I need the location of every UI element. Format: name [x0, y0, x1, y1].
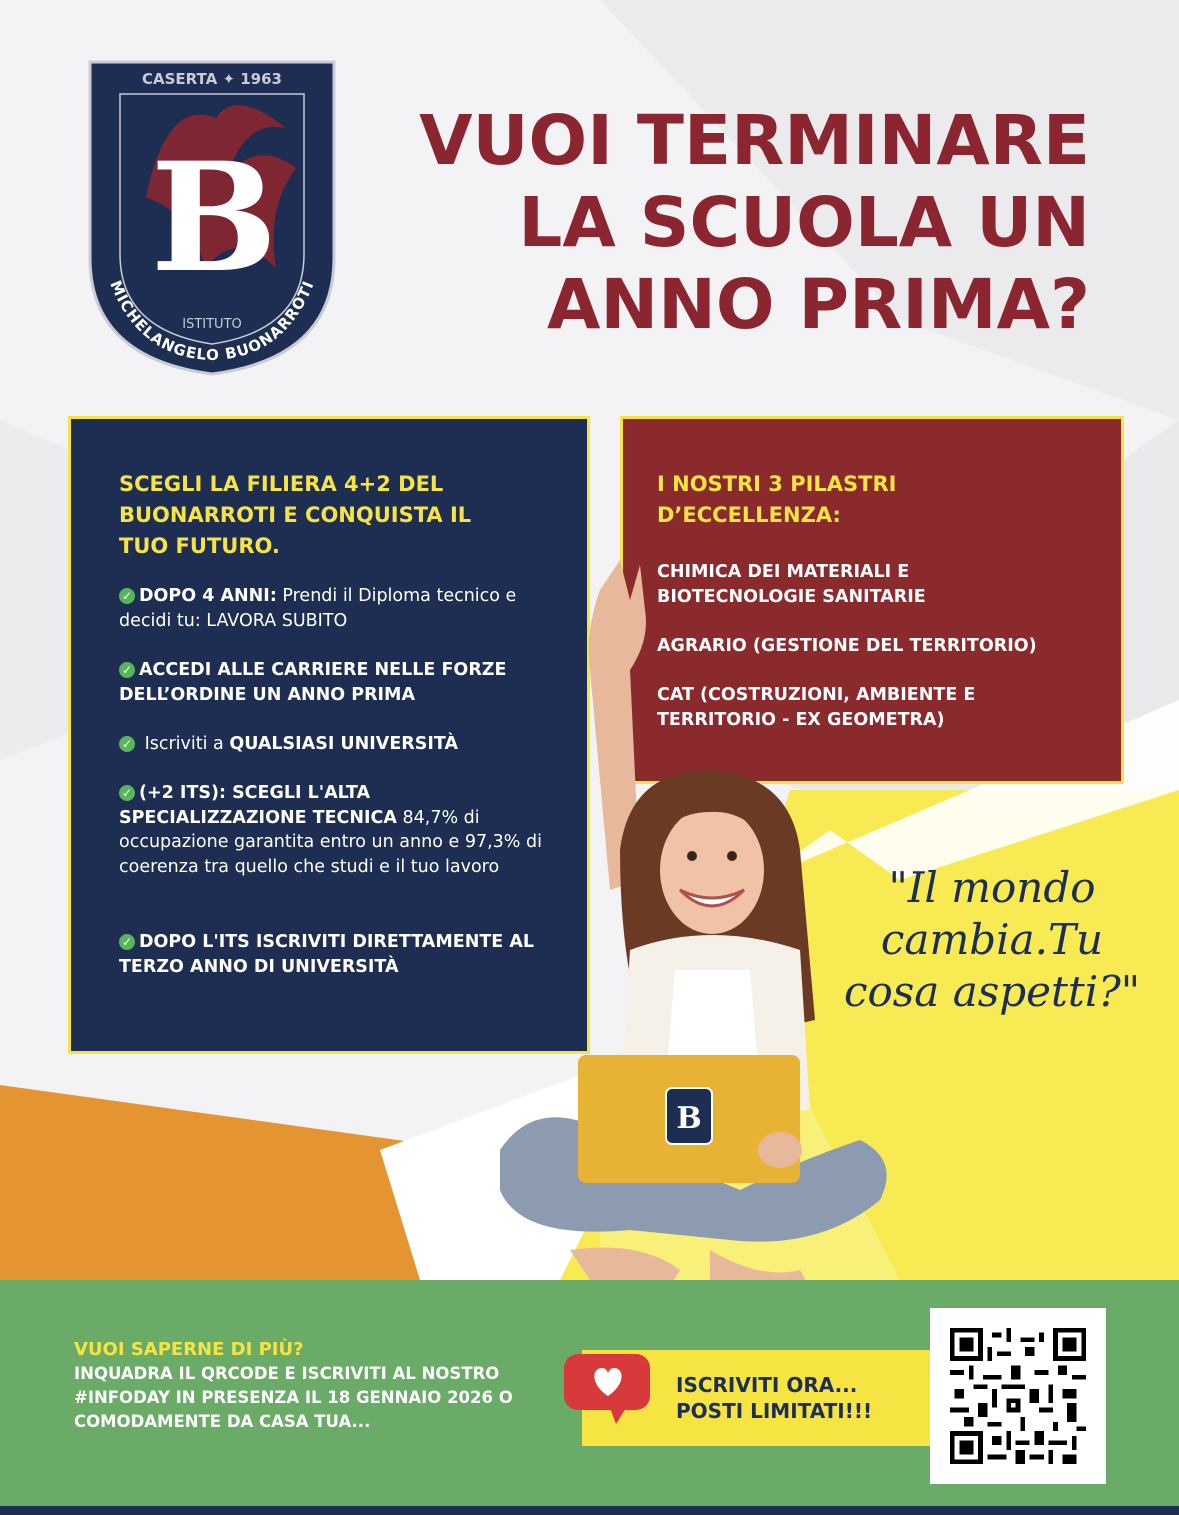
cta-line: POSTI LIMITATI!!! — [676, 1399, 873, 1423]
benefit-bold: ACCEDI ALLE CARRIERE NELLE FORZE DELL’ORDINE UN ANNO PRIMA — [119, 660, 507, 705]
logo-city-year: CASERTA ✦ 1963 — [142, 70, 282, 88]
pillars-heading — [657, 469, 897, 531]
pillars-heading-line: D’ECCELLENZA: — [657, 503, 841, 527]
heart-like-icon — [560, 1350, 656, 1428]
filiera-heading-line: SCEGLI LA FILIERA 4+2 DEL — [119, 472, 444, 496]
check-icon: ✓ — [119, 588, 135, 604]
pillar-item: AGRARIO (GESTIONE DEL TERRITORIO) — [657, 636, 1037, 656]
qr-code-image — [950, 1328, 1086, 1464]
quote-line: cosa aspetti?" — [843, 967, 1141, 1016]
pillar-item: CAT (COSTRUZIONI, AMBIENTE E TERRITORIO - EX GEOMETRA) — [657, 685, 976, 730]
qr-code[interactable] — [930, 1308, 1106, 1484]
headline-line-1: VUOI TERMINARE — [419, 101, 1090, 181]
logo-letter: B — [150, 130, 278, 306]
check-icon: ✓ — [119, 662, 135, 678]
footer-heading: VUOI SAPERNE DI PIÙ? — [74, 1339, 304, 1360]
cta-text[interactable] — [676, 1372, 872, 1424]
headline-line-3: ANNO PRIMA? — [546, 265, 1090, 345]
school-logo-shield — [86, 58, 338, 378]
pillar-item: CHIMICA DEI MATERIALI E BIOTECNOLOGIE SANITARIE — [657, 562, 926, 607]
benefit-bold: DOPO L'ITS ISCRIVITI DIRETTAMENTE AL TERZO ANNO DI UNIVERSITÀ — [119, 932, 535, 977]
check-icon: ✓ — [119, 934, 135, 950]
filiera-heading — [119, 469, 471, 562]
benefit-text: 84,7% di occupazione garantita entro un anno e 97,3% di coerenza tra quello che studi e il tuo lavoro — [119, 807, 542, 877]
filiera-heading-line: TUO FUTURO. — [119, 534, 280, 558]
headline-line-2: LA SCUOLA UN — [518, 183, 1090, 263]
benefit-bold: DOPO 4 ANNI: — [139, 586, 277, 606]
quote-line: cambia.Tu — [880, 915, 1104, 964]
benefit-item — [119, 930, 539, 979]
footer-bottom-bar — [0, 1506, 1179, 1515]
motivational-quote — [842, 862, 1142, 1018]
footer-body: INQUADRA IL QRCODE E ISCRIVITI AL NOSTRO #INFODAY IN PRESENZA IL 18 GENNAIO 2026 O COMODAMENTE DA CASA TUA... — [74, 1364, 513, 1431]
logo-istituto: ISTITUTO — [182, 317, 242, 332]
benefit-text: Iscriviti a — [139, 734, 230, 754]
filiera-heading-line: BUONARROTI E CONQUISTA IL — [119, 503, 472, 527]
benefit-bold: (+2 ITS): SCEGLI L'ALTA SPECIALIZZAZIONE TECNICA — [119, 783, 397, 828]
logo-name: MICHELANGELO BUONARROTI — [106, 277, 318, 365]
quote-line: "Il mondo — [888, 863, 1096, 912]
svg-text:B: B — [676, 1101, 702, 1136]
benefit-bold: QUALSIASI UNIVERSITÀ — [229, 734, 459, 754]
benefit-text: Prendi il Diploma tecnico e decidi tu: LAVORA SUBITO — [119, 586, 517, 631]
cta-line: ISCRIVITI ORA... — [676, 1373, 858, 1397]
check-icon: ✓ — [119, 785, 135, 801]
main-headline — [380, 100, 1090, 346]
check-icon: ✓ — [119, 736, 135, 752]
benefit-item — [119, 584, 529, 633]
pillars-heading-line: I NOSTRI 3 PILASTRI — [657, 472, 897, 496]
student-with-laptop-illustration — [480, 550, 900, 1320]
